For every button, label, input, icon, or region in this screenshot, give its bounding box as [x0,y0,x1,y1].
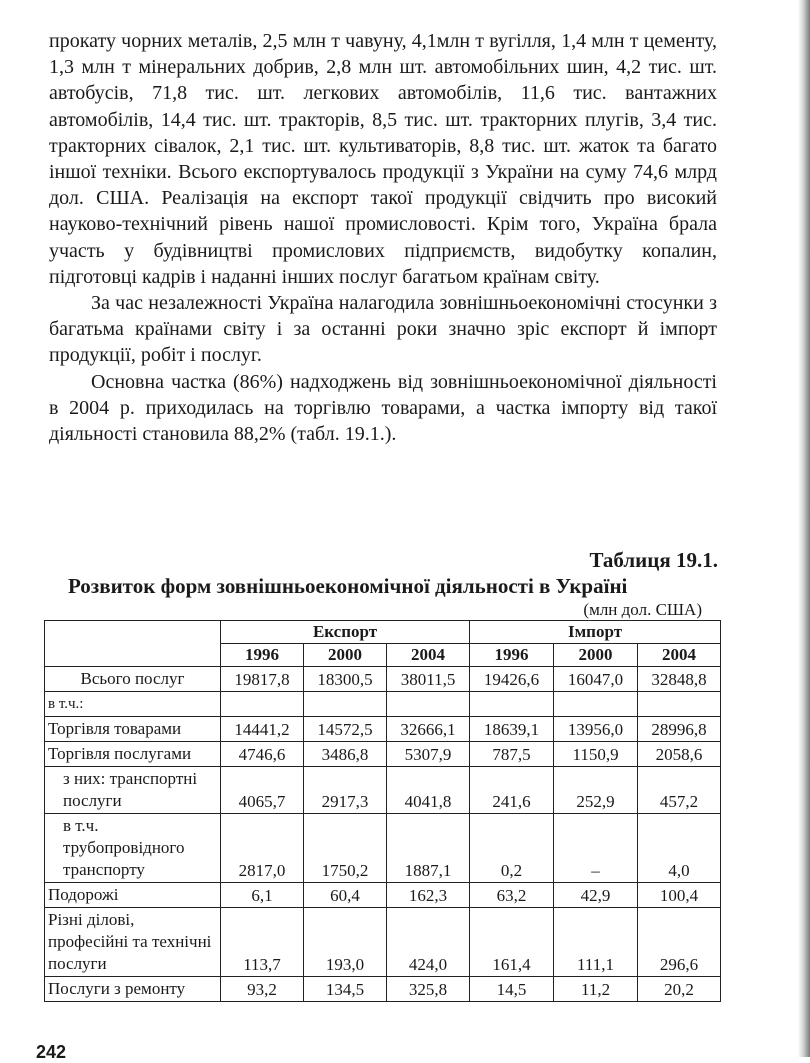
year-header: 2000 [304,644,387,667]
table-row [45,717,721,742]
row-label: Торгівля послугами [45,742,221,767]
cell-value: 19817,8 [221,667,304,692]
cell-value: 2917,3 [304,767,387,814]
row-label: Торгівля товарами [45,717,221,742]
table-row [45,667,721,692]
row-label: Різні ділові, професійні та технічні послуги [45,908,221,977]
cell-value: 20,2 [638,977,721,1002]
cell-value: 4065,7 [221,767,304,814]
cell-value [304,692,387,717]
row-label: в т.ч. трубопровідного транспорту [45,814,221,883]
cell-value: 252,9 [554,767,638,814]
cell-value [387,692,470,717]
cell-value: 193,0 [304,908,387,977]
row-label: Послуги з ремонту [45,977,221,1002]
year-header: 1996 [470,644,554,667]
table-row [45,742,721,767]
cell-value: 14441,2 [221,717,304,742]
table-unit: (млн дол. США) [583,600,702,619]
cell-value: 14,5 [470,977,554,1002]
table-row [45,883,721,908]
cell-value [221,692,304,717]
table-row [45,814,721,883]
cell-value: 19426,6 [470,667,554,692]
cell-value: 4041,8 [387,767,470,814]
row-label: Подорожі [45,883,221,908]
cell-value: 1750,2 [304,814,387,883]
export-header: Експорт [221,621,470,644]
scan-shadow-edge [798,0,810,1057]
cell-value: 1150,9 [554,742,638,767]
year-header: 1996 [221,644,304,667]
cell-value: 134,5 [304,977,387,1002]
row-label: з них: транспортні послуги [45,767,221,814]
cell-value: 424,0 [387,908,470,977]
cell-value: 18300,5 [304,667,387,692]
cell-value: 32848,8 [638,667,721,692]
cell-value: 457,2 [638,767,721,814]
cell-value: 787,5 [470,742,554,767]
cell-value: 42,9 [554,883,638,908]
table-row [45,908,721,977]
cell-value: 93,2 [221,977,304,1002]
row-label-header [45,621,221,667]
cell-value: 4746,6 [221,742,304,767]
import-header: Імпорт [470,621,721,644]
cell-value: 325,8 [387,977,470,1002]
cell-value: 296,6 [638,908,721,977]
cell-value: 241,6 [470,767,554,814]
cell-value: 0,2 [470,814,554,883]
cell-value [638,692,721,717]
year-header: 2004 [638,644,721,667]
cell-value: 3486,8 [304,742,387,767]
cell-value: 63,2 [470,883,554,908]
cell-value: 32666,1 [387,717,470,742]
cell-value: 162,3 [387,883,470,908]
row-label: Всього послуг [45,667,221,692]
cell-value: – [554,814,638,883]
cell-value: 28996,8 [638,717,721,742]
cell-value: 111,1 [554,908,638,977]
cell-value [554,692,638,717]
year-header: 2000 [554,644,638,667]
cell-value: 1887,1 [387,814,470,883]
cell-value: 100,4 [638,883,721,908]
table-number: Таблиця 19.1. [589,548,718,572]
foreign-economic-activity-table [44,620,721,1002]
year-header: 2004 [387,644,470,667]
cell-value: 60,4 [304,883,387,908]
cell-value: 18639,1 [470,717,554,742]
cell-value: 113,7 [221,908,304,977]
paragraph-exports-list: прокату чорних металів, 2,5 млн т чавуну, 4,1млн т вугілля, 1,4 млн т цементу, 1,3 млн т мінеральних добрив, 2,8 млн шт. автомобільних шин, 4,2 тис. шт. автобусів, 71,8 тис. шт. легкових автомобілів, 11,6 тис. вантажних автомобілів, 14,4 тис. шт. тракторів, 8,5 тис. шт. тракторних плугів, 3,4 тис. тракторних сівалок, 2,1 тис. шт. культиваторів, 8,8 тис. шт. жаток та багато іншої техніки. Всього експортувалось продукції з України на суму 74,6 млрд дол. США. Реалізація на експорт такої продукції свідчить про високий науково-технічний рівень нашої промисловості. Крім того, Україна брала участь у будівництві промислових підприємств, видобутку копалин, підготовці кадрів і наданні інших послуг багатьом країнам світу. [49,30,717,288]
cell-value: 16047,0 [554,667,638,692]
table-header-row [45,621,721,644]
cell-value: 13956,0 [554,717,638,742]
cell-value: 2058,6 [638,742,721,767]
cell-value: 38011,5 [387,667,470,692]
cell-value: 2817,0 [221,814,304,883]
page-number: 242 [36,1042,67,1062]
paragraph-share: Основна частка (86%) надходжень від зовнішньоекономічної діяльності в 2004 р. приходилась на торгівлю товарами, а частка імпорту від такої діяльності становила 88,2% (табл. 19.1.). [49,370,717,446]
table-row [45,692,721,717]
cell-value: 11,2 [554,977,638,1002]
cell-value: 5307,9 [387,742,470,767]
cell-value: 161,4 [470,908,554,977]
cell-value: 14572,5 [304,717,387,742]
table-row [45,767,721,814]
cell-value [470,692,554,717]
cell-value: 6,1 [221,883,304,908]
paragraph-independence: За час незалежності Україна налагодила зовнішньоекономічні стосунки з багатьма країнами світу і за останні роки значно зріс експорт й імпорт продукції, робіт і послуг. [49,292,717,367]
row-label: в т.ч.: [45,692,221,717]
body-text [49,28,717,447]
cell-value: 4,0 [638,814,721,883]
table-row [45,977,721,1002]
table-title: Розвиток форм зовнішньоекономічної діяльності в Україні [68,574,628,598]
